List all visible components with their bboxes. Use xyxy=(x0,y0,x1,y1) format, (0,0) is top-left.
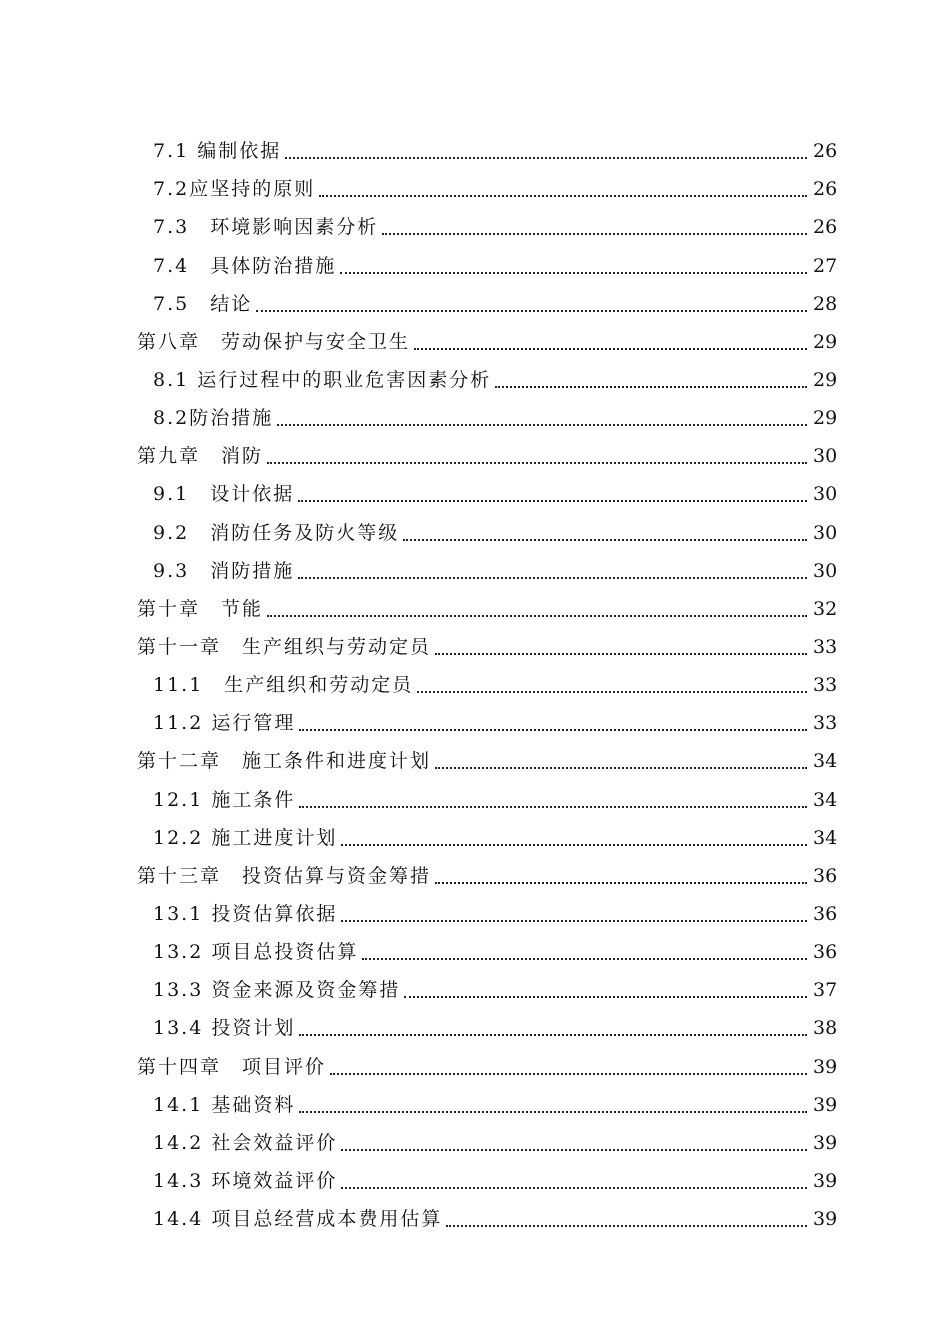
toc-dot-leader xyxy=(446,1225,807,1227)
toc-entry-title: 第十二章 施工条件和进度计划 xyxy=(137,750,432,773)
toc-page-number: 34 xyxy=(813,826,838,849)
toc-entry-title: 12.2 施工进度计划 xyxy=(153,826,338,849)
toc-entry-title: 13.2 项目总投资估算 xyxy=(153,941,359,964)
toc-dot-leader xyxy=(435,767,807,769)
toc-dot-leader xyxy=(298,577,807,579)
toc-page-number: 37 xyxy=(813,979,838,1002)
toc-dot-leader xyxy=(341,844,807,846)
toc-entry-title: 第八章 劳动保护与安全卫生 xyxy=(137,330,411,353)
toc-section-entry[interactable] xyxy=(0,703,950,741)
toc-dot-leader xyxy=(417,691,807,693)
toc-dot-leader xyxy=(362,958,807,960)
toc-page-number: 30 xyxy=(813,559,838,582)
toc-dot-leader xyxy=(299,1111,807,1113)
toc-section-entry[interactable] xyxy=(0,1199,950,1237)
toc-entry-title: 13.3 资金来源及资金筹措 xyxy=(153,979,401,1002)
toc-entry-title: 14.2 社会效益评价 xyxy=(153,1131,338,1154)
toc-section-entry[interactable] xyxy=(0,512,950,550)
toc-page-number: 29 xyxy=(813,368,838,391)
toc-entry-title: 12.1 施工条件 xyxy=(153,788,296,811)
toc-page-number: 39 xyxy=(813,1055,838,1078)
toc-entry-title: 7.4 具体防治措施 xyxy=(153,254,337,277)
toc-entry-title: 7.3 环境影响因素分析 xyxy=(153,216,379,239)
toc-dot-leader xyxy=(299,729,807,731)
toc-dot-leader xyxy=(299,1034,807,1036)
toc-entry-title: 13.1 投资估算依据 xyxy=(153,902,338,925)
toc-entry-title: 9.2 消防任务及防火等级 xyxy=(153,521,400,544)
toc-page-number: 30 xyxy=(813,445,838,468)
toc-entry-title: 9.3 消防措施 xyxy=(153,559,295,582)
toc-page-number: 29 xyxy=(813,330,838,353)
toc-chapter-entry[interactable] xyxy=(0,627,950,665)
toc-section-entry[interactable] xyxy=(0,131,950,169)
toc-chapter-entry[interactable] xyxy=(0,589,950,627)
toc-entry-title: 11.1 生产组织和劳动定员 xyxy=(153,674,414,697)
toc-section-entry[interactable] xyxy=(0,1161,950,1199)
toc-dot-leader xyxy=(382,233,807,235)
toc-page-number: 39 xyxy=(813,1208,838,1231)
toc-section-entry[interactable] xyxy=(0,1123,950,1161)
toc-page-number: 26 xyxy=(813,216,838,239)
toc-entry-title: 第十四章 项目评价 xyxy=(137,1055,327,1078)
toc-dot-leader xyxy=(267,615,807,617)
toc-dot-leader xyxy=(435,653,807,655)
toc-entry-title: 14.1 基础资料 xyxy=(153,1093,296,1116)
toc-entry-title: 第十一章 生产组织与劳动定员 xyxy=(137,635,432,658)
toc-page-number: 33 xyxy=(813,635,838,658)
toc-page-number: 29 xyxy=(813,407,838,430)
toc-section-entry[interactable] xyxy=(0,1085,950,1123)
toc-dot-leader xyxy=(435,882,807,884)
toc-dot-leader xyxy=(340,272,807,274)
toc-dot-leader xyxy=(277,424,807,426)
toc-page-number: 39 xyxy=(813,1093,838,1116)
toc-dot-leader xyxy=(341,920,807,922)
toc-section-entry[interactable] xyxy=(0,818,950,856)
toc-page-number: 34 xyxy=(813,750,838,773)
toc-page-number: 36 xyxy=(813,864,838,887)
toc-dot-leader xyxy=(495,386,807,388)
toc-page-number: 39 xyxy=(813,1131,838,1154)
toc-page-number: 36 xyxy=(813,902,838,925)
toc-section-entry[interactable] xyxy=(0,245,950,283)
toc-dot-leader xyxy=(414,348,807,350)
toc-dot-leader xyxy=(299,806,807,808)
toc-section-entry[interactable] xyxy=(0,474,950,512)
toc-chapter-entry[interactable] xyxy=(0,436,950,474)
toc-section-entry[interactable] xyxy=(0,665,950,703)
toc-section-entry[interactable] xyxy=(0,779,950,817)
toc-dot-leader xyxy=(256,310,807,312)
toc-chapter-entry[interactable] xyxy=(0,741,950,779)
toc-section-entry[interactable] xyxy=(0,970,950,1008)
toc-dot-leader xyxy=(285,157,807,159)
toc-page-number: 26 xyxy=(813,140,838,163)
toc-page-number: 39 xyxy=(813,1169,838,1192)
toc-page-number: 32 xyxy=(813,597,838,620)
toc-page-number: 30 xyxy=(813,521,838,544)
toc-section-entry[interactable] xyxy=(0,207,950,245)
toc-dot-leader xyxy=(341,1149,807,1151)
toc-page-number: 33 xyxy=(813,674,838,697)
toc-section-entry[interactable] xyxy=(0,932,950,970)
toc-section-entry[interactable] xyxy=(0,360,950,398)
toc-entry-title: 13.4 投资计划 xyxy=(153,1017,296,1040)
toc-dot-leader xyxy=(267,462,807,464)
toc-entry-title: 14.4 项目总经营成本费用估算 xyxy=(153,1208,443,1231)
toc-page-number: 38 xyxy=(813,1017,838,1040)
toc-section-entry[interactable] xyxy=(0,894,950,932)
toc-dot-leader xyxy=(403,539,807,541)
toc-chapter-entry[interactable] xyxy=(0,856,950,894)
toc-entry-title: 第十三章 投资估算与资金筹措 xyxy=(137,864,432,887)
toc-page-number: 34 xyxy=(813,788,838,811)
toc-section-entry[interactable] xyxy=(0,1008,950,1046)
toc-dot-leader xyxy=(319,195,807,197)
toc-entry-title: 第九章 消防 xyxy=(137,445,264,468)
table-of-contents xyxy=(0,131,950,1237)
toc-dot-leader xyxy=(330,1073,807,1075)
toc-section-entry[interactable] xyxy=(0,551,950,589)
toc-entry-title: 8.2防治措施 xyxy=(153,407,274,430)
toc-entry-title: 9.1 设计依据 xyxy=(153,483,295,506)
toc-entry-title: 11.2 运行管理 xyxy=(153,712,296,735)
toc-entry-title: 7.5 结论 xyxy=(153,292,253,315)
toc-section-entry[interactable] xyxy=(0,284,950,322)
toc-entry-title: 7.1 编制依据 xyxy=(153,140,282,163)
toc-page-number: 36 xyxy=(813,941,838,964)
toc-entry-title: 7.2应坚持的原则 xyxy=(153,178,316,201)
toc-dot-leader xyxy=(298,500,807,502)
toc-page-number: 30 xyxy=(813,483,838,506)
toc-entry-title: 8.1 运行过程中的职业危害因素分析 xyxy=(153,368,492,391)
toc-entry-title: 第十章 节能 xyxy=(137,597,264,620)
toc-entry-title: 14.3 环境效益评价 xyxy=(153,1169,338,1192)
toc-page-number: 33 xyxy=(813,712,838,735)
toc-dot-leader xyxy=(404,996,807,998)
toc-dot-leader xyxy=(341,1187,807,1189)
toc-page-number: 28 xyxy=(813,292,838,315)
toc-page-number: 26 xyxy=(813,178,838,201)
toc-section-entry[interactable] xyxy=(0,398,950,436)
toc-page-number: 27 xyxy=(813,254,838,277)
toc-chapter-entry[interactable] xyxy=(0,322,950,360)
toc-chapter-entry[interactable] xyxy=(0,1046,950,1084)
toc-section-entry[interactable] xyxy=(0,169,950,207)
